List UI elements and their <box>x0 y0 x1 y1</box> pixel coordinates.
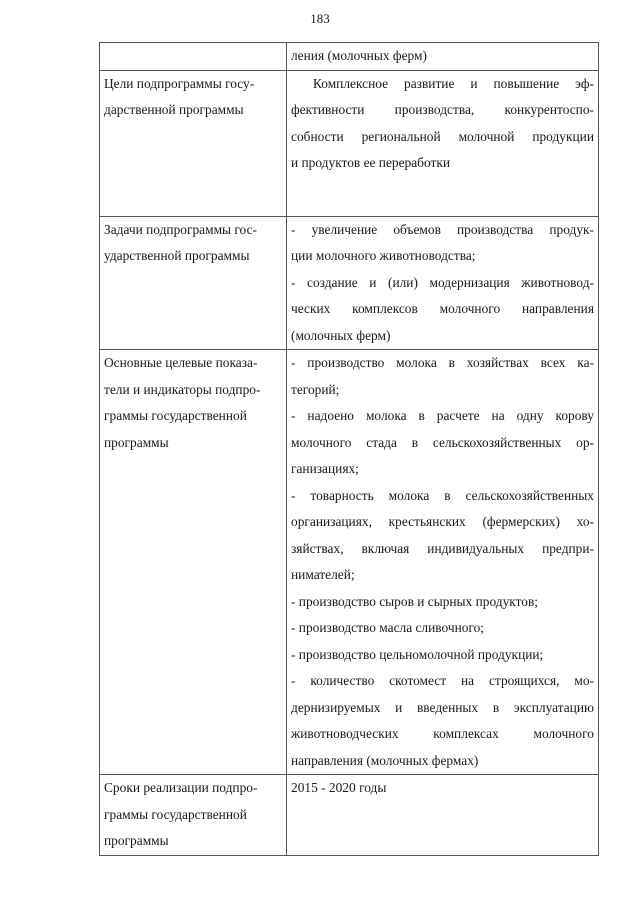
row-label-empty <box>100 43 287 71</box>
text-line: и продуктов ее переработки <box>291 155 451 170</box>
text-line: - товарность молока в сельскохозяйственных <box>291 487 594 503</box>
row-value-goals <box>287 70 599 216</box>
text-line: нимателей; <box>291 567 355 582</box>
table-row-tasks <box>100 216 599 350</box>
table-row-timeline <box>100 775 599 856</box>
table-row-indicators <box>100 350 599 775</box>
text-line: ции молочного животноводства; <box>291 248 476 263</box>
row-value-timeline <box>287 775 599 856</box>
text-line: животноводческих комплексах молочного <box>291 726 594 741</box>
subprogram-passport-table <box>99 42 599 856</box>
text-line: 2015 - 2020 годы <box>291 780 387 795</box>
row-label-tasks <box>100 216 287 350</box>
text-line: Задачи подпрограммы гос- <box>104 221 257 237</box>
row-value-indicators <box>287 350 599 775</box>
text-line: фективности производства, конкурентоспо- <box>291 102 594 117</box>
text-line: - увеличение объемов производства продук- <box>291 221 594 237</box>
text-line: - количество скотомест на строящихся, мо- <box>291 673 594 688</box>
text-line: - создание и (или) модернизация животновод- <box>291 274 594 290</box>
text-line: зяйствах, включая индивидуальных предпри- <box>291 540 594 556</box>
text-line: молочного стада в сельскохозяйственных ор- <box>291 434 594 450</box>
text-line: - производство сыров и сырных продуктов; <box>291 593 539 609</box>
text-line: граммы государственной <box>104 408 247 423</box>
text-line: - надоено молока в расчете на одну корову <box>291 408 594 423</box>
text-line: дарственной программы <box>104 102 244 117</box>
text-line: тегорий; <box>291 381 340 397</box>
row-label-goals <box>100 70 287 216</box>
text-line: ческих комплексов молочного направления <box>291 301 594 316</box>
text-line: (молочных ферм) <box>291 327 391 343</box>
row-value-tasks <box>287 216 599 350</box>
text-line: Основные целевые показа- <box>104 355 258 370</box>
text-line: программы <box>104 833 169 848</box>
text-line: граммы государственной <box>104 806 247 822</box>
page-number: 183 <box>310 11 330 26</box>
text-line: Сроки реализации подпро- <box>104 780 258 795</box>
text-line: организациях, крестьянских (фермерских) хо- <box>291 514 594 529</box>
text-line: ления (молочных ферм) <box>291 48 427 63</box>
row-label-indicators <box>100 350 287 775</box>
row-label-timeline <box>100 775 287 856</box>
table-row-continuation <box>100 43 599 71</box>
table-row-goals <box>100 70 599 216</box>
text-line: - производство молока в хозяйствах всех ка- <box>291 355 594 370</box>
text-line: ганизациях; <box>291 461 359 476</box>
text-line: ударственной программы <box>104 248 250 263</box>
text-line: Комплексное развитие и повышение эф- <box>313 75 594 91</box>
row-value-continuation <box>287 43 599 71</box>
text-line: направления (молочных фермах) <box>291 752 479 768</box>
text-line: Цели подпрограммы госу- <box>104 75 255 91</box>
text-line: тели и индикаторы подпро- <box>104 381 261 397</box>
text-line: программы <box>104 434 169 450</box>
text-line: - производство цельномолочной продукции; <box>291 646 544 662</box>
text-line: - производство масла сливочного; <box>291 620 485 635</box>
text-line: собности региональной молочной продукции <box>291 128 594 144</box>
text-line: дернизируемых и введенных в эксплуатацию <box>291 699 594 715</box>
